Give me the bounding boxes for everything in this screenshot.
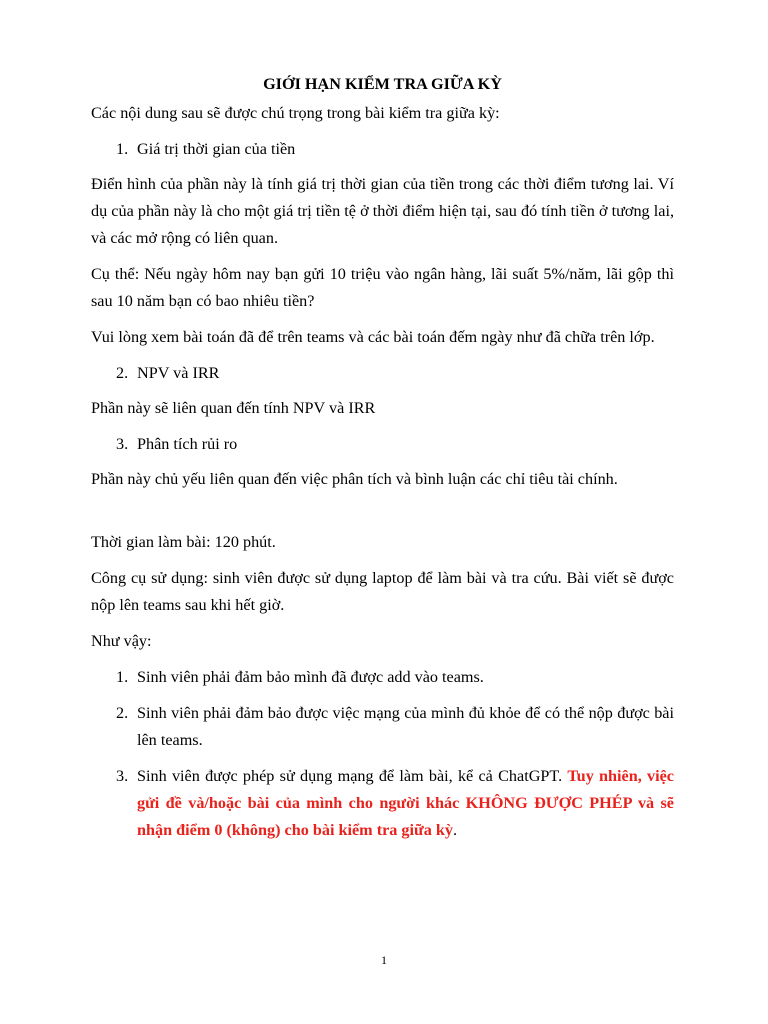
rule-text-container bbox=[137, 763, 674, 844]
section-heading-text: Giá trị thời gian của tiền bbox=[137, 140, 296, 158]
intro-text: Các nội dung sau sẽ được chú trọng trong bài kiểm tra giữa kỳ: bbox=[91, 104, 500, 122]
rule-text: Sinh viên phải đảm bảo mình đã được add vào teams. bbox=[137, 668, 484, 686]
rule-text: Sinh viên phải đảm bảo được việc mạng của mình đủ khỏe để có thể nộp được bài lên teams. bbox=[137, 704, 674, 749]
section-number: 2. bbox=[116, 364, 129, 382]
section-1-paragraph-1: Điển hình của phần này là tính giá trị thời gian của tiền trong các thời điểm tương lai. Ví dụ của phần này là cho một giá trị tiền tệ ở thời điểm hiện tại, sau đó tính tiền ở tương lai, và các mở rộng có liên quan. bbox=[91, 175, 674, 247]
rule-text: Sinh viên được phép sử dụng mạng để làm bài, kể cả ChatGPT. bbox=[137, 767, 568, 785]
section-2-paragraph-1: Phần này sẽ liên quan đến tính NPV và IRR bbox=[91, 399, 376, 417]
document-title: GIỚI HẠN KIỂM TRA GIỮA KỲ bbox=[263, 75, 502, 93]
exam-time-text: Thời gian làm bài: 120 phút. bbox=[91, 533, 276, 551]
tools-text: Công cụ sử dụng: sinh viên được sử dụng laptop để làm bài và tra cứu. Bài viết sẽ được nộp lên teams sau khi hết giờ. bbox=[91, 569, 674, 614]
rule-number: 1. bbox=[116, 668, 129, 686]
page-number: 1 bbox=[381, 953, 387, 967]
document-page bbox=[91, 72, 674, 853]
section-3-paragraph-1: Phần này chủ yếu liên quan đến việc phân tích và bình luận các chỉ tiêu tài chính. bbox=[91, 470, 618, 488]
section-heading-3 bbox=[91, 431, 674, 458]
section-heading-2 bbox=[91, 360, 674, 387]
section-1-paragraph-3: Vui lòng xem bài toán đã để trên teams và các bài toán đếm ngày như đã chữa trên lớp. bbox=[91, 328, 655, 346]
section-heading-text: Phân tích rủi ro bbox=[137, 435, 238, 453]
rule-item-3 bbox=[91, 763, 674, 844]
thus-text: Như vậy: bbox=[91, 632, 152, 650]
section-heading-text: NPV và IRR bbox=[137, 364, 220, 382]
warning-text: Tuy nhiên, việc gửi đề và/hoặc bài của mình cho người khác KHÔNG ĐƯỢC PHÉP và sẽ nhận điểm 0 (không) cho bài kiểm tra giữa kỳ bbox=[137, 767, 674, 839]
blank-line bbox=[91, 502, 674, 529]
rule-item-1 bbox=[91, 664, 674, 691]
section-1-paragraph-2: Cụ thể: Nếu ngày hôm nay bạn gửi 10 triệu vào ngân hàng, lãi suất 5%/năm, lãi gộp thì sau 10 năm bạn có bao nhiêu tiền? bbox=[91, 265, 674, 310]
rule-number: 2. bbox=[116, 704, 129, 722]
rule-number: 3. bbox=[116, 767, 129, 785]
section-number: 3. bbox=[116, 435, 129, 453]
section-heading-1 bbox=[91, 136, 674, 163]
section-number: 1. bbox=[116, 140, 129, 158]
rule-tail: . bbox=[452, 821, 458, 839]
rule-item-2 bbox=[91, 700, 674, 754]
